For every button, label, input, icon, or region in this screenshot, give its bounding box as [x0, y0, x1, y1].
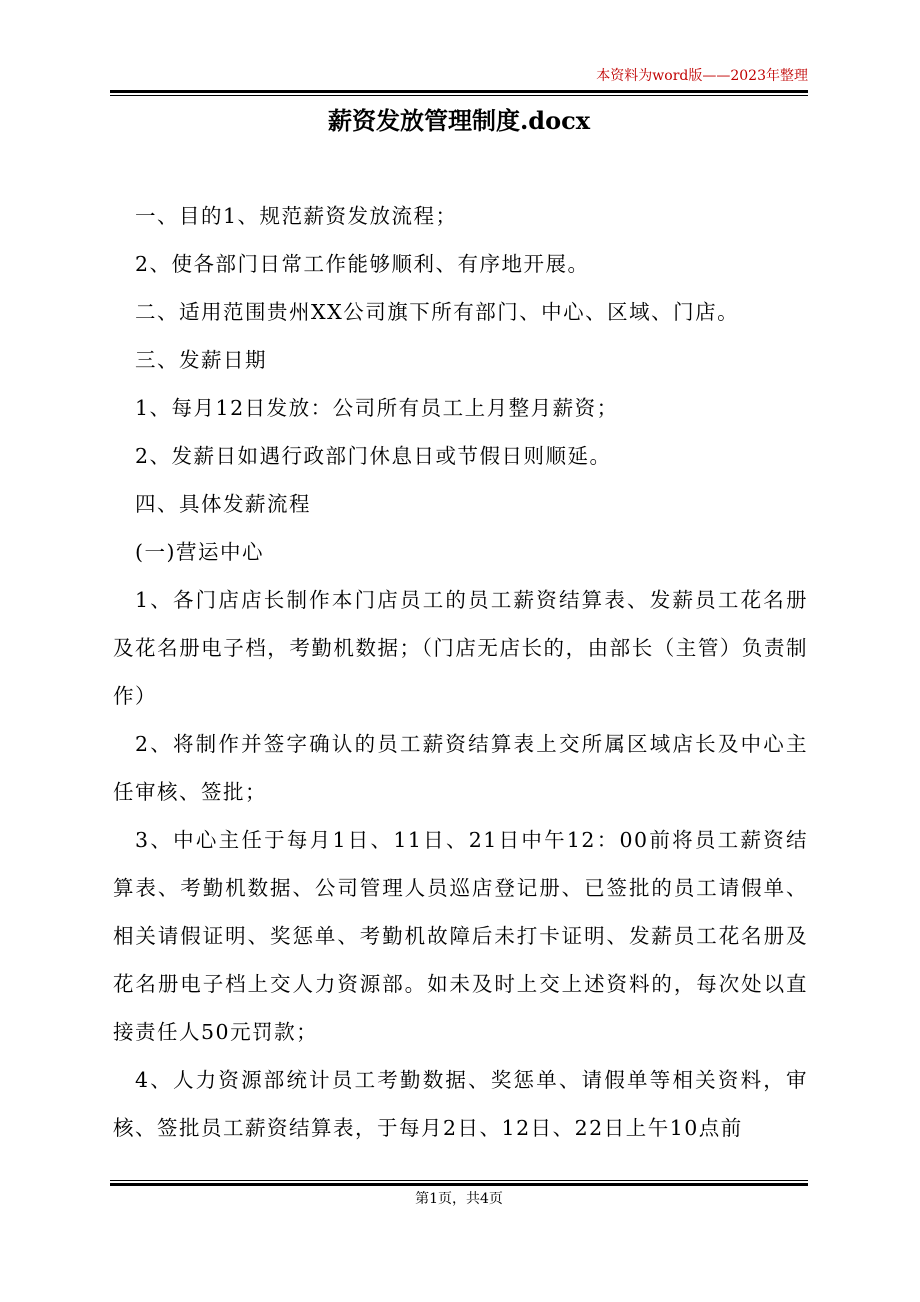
paragraph: 2、将制作并签字确认的员工薪资结算表上交所属区域店长及中心主任审核、签批； [113, 732, 808, 804]
paragraph: 二、适用范围贵州XX公司旗下所有部门、中心、区域、门店。 [135, 300, 740, 324]
footer-rule-thick [110, 1183, 808, 1186]
paragraph: 1、各门店店长制作本门店员工的员工薪资结算表、发薪员工花名册及花名册电子档，考勤机数据；（门店无店长的，由部长（主管）负责制作） [113, 588, 808, 708]
paragraph: 1、每月12日发放：公司所有员工上月整月薪资； [135, 396, 619, 420]
paragraph: 2、使各部门日常工作能够顺利、有序地开展。 [135, 252, 590, 276]
paragraph: (一)营运中心 [135, 540, 264, 564]
paragraph: 4、人力资源部统计员工考勤数据、奖惩单、请假单等相关资料，审核、签批员工薪资结算表，于每月2日、12日、22日上午10点前 [113, 1068, 808, 1140]
page-number: 第1页，共4页 [415, 1191, 503, 1207]
header-note: 本资料为word版——2023年整理 [596, 68, 808, 84]
paragraph: 3、中心主任于每月1日、11日、21日中午12：00前将员工薪资结算表、考勤机数据、公司管理人员巡店登记册、已签批的员工请假单、相关请假证明、奖惩单、考勤机故障后未打卡证明、发薪员工花名册及花名册电子档上交人力资源部。如未及时上交上述资料的，每次处以直接责任人50元罚款； [113, 828, 808, 1044]
header-rule-thick [110, 90, 808, 93]
document-title: 薪资发放管理制度.docx [327, 106, 591, 135]
header-rule-thin [110, 95, 808, 96]
paragraph: 四、具体发薪流程 [135, 492, 311, 516]
paragraph: 一、目的1、规范薪资发放流程； [135, 204, 458, 228]
paragraph: 2、发薪日如遇行政部门休息日或节假日则顺延。 [135, 444, 612, 468]
footer-rule-thin [110, 1180, 808, 1181]
document-body [113, 192, 808, 1152]
paragraph: 三、发薪日期 [135, 348, 267, 372]
